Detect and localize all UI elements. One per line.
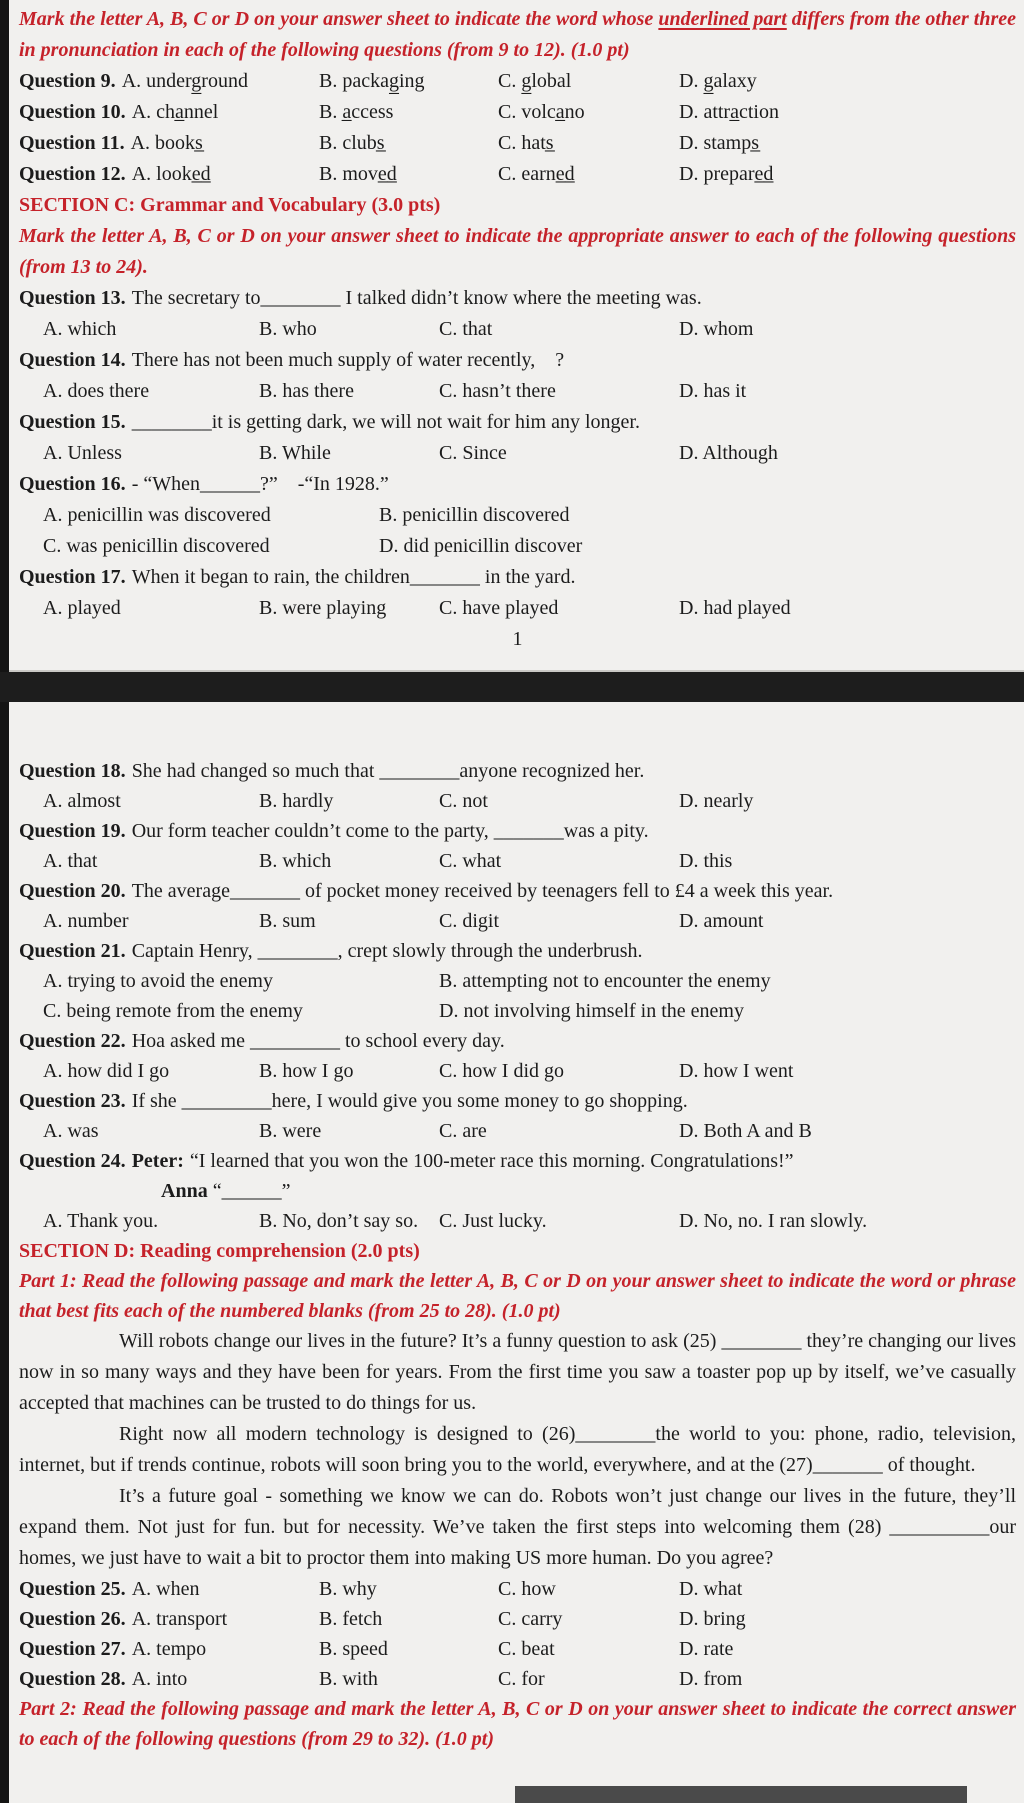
question-13-option-c: C. that xyxy=(439,318,493,340)
question-21-options-ab xyxy=(19,966,1016,996)
question-23-option-d: D. Both A and B xyxy=(679,1120,812,1142)
question-25-option-d: D. what xyxy=(679,1578,743,1600)
question-13-option-b: B. who xyxy=(259,318,317,340)
question-22-label: Question 22. xyxy=(19,1030,126,1052)
question-19-option-c: C. what xyxy=(439,850,502,872)
question-11-option-a: A. books̲ xyxy=(130,132,203,154)
question-16-option-c: C. was penicillin discovered xyxy=(43,535,270,557)
question-25-option-a: A. when xyxy=(131,1578,200,1600)
question-26-option-d: D. bring xyxy=(679,1608,746,1630)
question-21-option-c: C. being remote from the enemy xyxy=(43,1000,303,1022)
question-14-option-d: D. has it xyxy=(679,380,747,402)
question-9-option-b: B. packag̲ing xyxy=(319,70,425,92)
passage-paragraph-3: It’s a future goal - something we know we can do. Robots won’t just change our lives in the future, they’ll expand them. Not just for fun. but for necessity. We’ve taken the first steps into welcoming them (28) __________our homes, we just have to wait a bit to proctor them into making US more human. Do you agree? xyxy=(19,1485,1016,1569)
question-20-text: The average_______ of pocket money received by teenagers fell to £4 a week this year. xyxy=(131,880,834,902)
question-18-text: She had changed so much that ________anyone recognized her. xyxy=(131,760,645,782)
question-13-label: Question 13. xyxy=(19,287,126,309)
question-24-option-c: C. Just lucky. xyxy=(439,1210,547,1232)
question-13-text: The secretary to________ I talked didn’t know where the meeting was. xyxy=(131,287,702,309)
question-23-options xyxy=(19,1116,1016,1146)
question-11-option-c: C. hats̲ xyxy=(498,132,554,154)
question-16-label: Question 16. xyxy=(19,473,126,495)
question-11-option-d: D. stamps̲ xyxy=(679,132,759,154)
question-17-option-a: A. played xyxy=(43,597,121,619)
question-21-option-d: D. not involving himself in the enemy xyxy=(439,1000,744,1022)
question-18 xyxy=(19,756,1016,786)
question-9-option-d: D. g̲alaxy xyxy=(679,70,757,92)
question-27-option-c: C. beat xyxy=(498,1638,555,1660)
question-11-option-b: B. clubs̲ xyxy=(319,132,385,154)
question-9-option-a: A. underg̲round xyxy=(121,70,248,92)
exam-page-1 xyxy=(9,0,1024,672)
question-18-option-b: B. hardly xyxy=(259,790,334,812)
question-24-speaker-anna: Anna xyxy=(161,1180,208,1202)
question-14-option-a: A. does there xyxy=(43,380,150,402)
question-25-option-b: B. why xyxy=(319,1578,377,1600)
question-10-option-c: C. volca̲no xyxy=(498,101,585,123)
question-15-option-d: D. Although xyxy=(679,442,778,464)
question-12-option-a: A. looke̲d̲ xyxy=(131,163,211,185)
question-16-text: - “When______?” -“In 1928.” xyxy=(131,473,389,495)
question-24-option-a: A. Thank you. xyxy=(43,1210,159,1232)
question-16-option-a: A. penicillin was discovered xyxy=(43,504,271,526)
question-19-option-d: D. this xyxy=(679,850,733,872)
question-20-label: Question 20. xyxy=(19,880,126,902)
question-16 xyxy=(19,469,1016,500)
question-10-option-a: A. cha̲nnel xyxy=(131,101,219,123)
question-27-option-a: A. tempo xyxy=(131,1638,207,1660)
redaction-bar xyxy=(515,1786,967,1803)
question-18-option-c: C. not xyxy=(439,790,488,812)
question-24-peter-line: “I learned that you won the 100-meter race this morning. Congratulations!” xyxy=(189,1150,794,1172)
question-28-option-b: B. with xyxy=(319,1668,378,1690)
question-11-label: Question 11. xyxy=(19,132,125,154)
question-27-option-b: B. speed xyxy=(319,1638,388,1660)
question-12-label: Question 12. xyxy=(19,163,126,185)
question-16-option-b: B. penicillin discovered xyxy=(379,504,570,526)
question-12 xyxy=(19,159,1016,190)
question-17-text: When it began to rain, the children_______ in the yard. xyxy=(131,566,576,588)
question-22-text: Hoa asked me _________ to school every day. xyxy=(131,1030,505,1052)
question-27-option-d: D. rate xyxy=(679,1638,734,1660)
question-24-options xyxy=(19,1206,1016,1236)
question-15-label: Question 15. xyxy=(19,411,126,433)
instruction-pronunciation-post: differs from the other three in pronunciation in each of the following questions (from 9 to 12). (1.0 pt) xyxy=(19,8,1017,61)
question-10-label: Question 10. xyxy=(19,101,126,123)
page-divider-band xyxy=(0,672,1024,702)
question-12-option-c: C. earne̲d̲ xyxy=(498,163,575,185)
question-18-option-d: D. nearly xyxy=(679,790,754,812)
question-18-options xyxy=(19,786,1016,816)
question-13-option-d: D. whom xyxy=(679,318,754,340)
question-19-text: Our form teacher couldn’t come to the party, _______was a pity. xyxy=(131,820,649,842)
question-15-option-b: B. While xyxy=(259,442,331,464)
question-17-label: Question 17. xyxy=(19,566,126,588)
instruction-underlined-part: underlined part xyxy=(658,8,787,30)
question-12-option-b: B. move̲d̲ xyxy=(319,163,397,185)
question-17-option-b: B. were playing xyxy=(259,597,387,619)
question-22-option-d: D. how I went xyxy=(679,1060,794,1082)
question-26-option-a: A. transport xyxy=(131,1608,228,1630)
question-24-anna-blank: “______” xyxy=(212,1180,291,1202)
question-19-options xyxy=(19,846,1016,876)
question-26-option-c: C. carry xyxy=(498,1608,563,1630)
question-24-option-d: D. No, no. I ran slowly. xyxy=(679,1210,868,1232)
question-20 xyxy=(19,876,1016,906)
question-23-option-c: C. are xyxy=(439,1120,487,1142)
section-d-heading: SECTION D: Reading comprehension (2.0 pts) xyxy=(19,1240,420,1262)
question-19-label: Question 19. xyxy=(19,820,126,842)
question-17-options xyxy=(19,593,1016,624)
question-11 xyxy=(19,128,1016,159)
question-20-options xyxy=(19,906,1016,936)
question-24 xyxy=(19,1146,1016,1176)
question-22-option-a: A. how did I go xyxy=(43,1060,170,1082)
question-16-option-d: D. did penicillin discover xyxy=(379,535,583,557)
question-14-option-b: B. has there xyxy=(259,380,354,402)
question-28 xyxy=(19,1664,1016,1694)
question-25-option-c: C. how xyxy=(498,1578,556,1600)
question-28-option-d: D. from xyxy=(679,1668,743,1690)
question-26-option-b: B. fetch xyxy=(319,1608,383,1630)
question-26 xyxy=(19,1604,1016,1634)
section-c-heading: SECTION C: Grammar and Vocabulary (3.0 pts) xyxy=(19,194,441,216)
question-21-label: Question 21. xyxy=(19,940,126,962)
question-22-option-b: B. how I go xyxy=(259,1060,354,1082)
question-18-option-a: A. almost xyxy=(43,790,121,812)
question-28-option-c: C. for xyxy=(498,1668,545,1690)
question-19 xyxy=(19,816,1016,846)
question-15-option-c: C. Since xyxy=(439,442,507,464)
question-12-option-d: D. prepare̲d̲ xyxy=(679,163,774,185)
question-17 xyxy=(19,562,1016,593)
question-26-label: Question 26. xyxy=(19,1608,126,1630)
question-20-option-d: D. amount xyxy=(679,910,764,932)
question-24-option-b: B. No, don’t say so. xyxy=(259,1210,419,1232)
question-19-option-b: B. which xyxy=(259,850,332,872)
question-28-option-a: A. into xyxy=(131,1668,188,1690)
question-17-option-d: D. had played xyxy=(679,597,791,619)
question-18-label: Question 18. xyxy=(19,760,126,782)
question-14-label: Question 14. xyxy=(19,349,126,371)
question-14-text: There has not been much supply of water recently, ? xyxy=(131,349,565,371)
question-22-option-c: C. how I did go xyxy=(439,1060,564,1082)
question-27 xyxy=(19,1634,1016,1664)
question-21-text: Captain Henry, ________, crept slowly through the underbrush. xyxy=(131,940,643,962)
question-22-options xyxy=(19,1056,1016,1086)
question-16-options-cd xyxy=(19,531,1016,562)
question-23-text: If she _________here, I would give you some money to go shopping. xyxy=(131,1090,688,1112)
question-25-label: Question 25. xyxy=(19,1578,126,1600)
question-20-option-c: C. digit xyxy=(439,910,500,932)
question-13 xyxy=(19,283,1016,314)
question-23 xyxy=(19,1086,1016,1116)
question-14 xyxy=(19,345,1016,376)
question-28-label: Question 28. xyxy=(19,1668,126,1690)
question-15-option-a: A. Unless xyxy=(43,442,122,464)
question-10-option-b: B. a̲ccess xyxy=(319,101,394,123)
instruction-pronunciation xyxy=(19,4,1016,66)
question-15 xyxy=(19,407,1016,438)
question-22 xyxy=(19,1026,1016,1056)
question-21 xyxy=(19,936,1016,966)
question-23-label: Question 23. xyxy=(19,1090,126,1112)
question-24-anna-line xyxy=(19,1176,1016,1206)
question-13-option-a: A. which xyxy=(43,318,117,340)
question-10 xyxy=(19,97,1016,128)
question-19-option-a: A. that xyxy=(43,850,98,872)
question-25 xyxy=(19,1574,1016,1604)
question-23-option-a: A. was xyxy=(43,1120,99,1142)
page-number: 1 xyxy=(512,628,523,650)
question-15-options xyxy=(19,438,1016,469)
part-1-instruction: Part 1: Read the following passage and mark the letter A, B, C or D on your answer sheet to indicate the word or phrase that best fits each of the numbered blanks (from 25 to 28). (1.0 pt) xyxy=(19,1270,1016,1322)
question-21-options-cd xyxy=(19,996,1016,1026)
question-27-label: Question 27. xyxy=(19,1638,126,1660)
question-14-option-c: C. hasn’t there xyxy=(439,380,556,402)
question-15-text: ________it is getting dark, we will not wait for him any longer. xyxy=(131,411,640,433)
instruction-grammar: Mark the letter A, B, C or D on your answer sheet to indicate the appropriate answer to each of the following questions (from 13 to 24). xyxy=(19,225,1016,278)
question-24-speaker-peter: Peter: xyxy=(131,1150,184,1172)
part-2-instruction: Part 2: Read the following passage and mark the letter A, B, C or D on your answer sheet to indicate the correct answer to each of the following questions (from 29 to 32). (1.0 pt) xyxy=(19,1698,1016,1750)
question-21-option-a: A. trying to avoid the enemy xyxy=(43,970,273,992)
instruction-pronunciation-pre: Mark the letter A, B, C or D on your answer sheet to indicate the word whose xyxy=(19,8,659,30)
question-13-options xyxy=(19,314,1016,345)
question-23-option-b: B. were xyxy=(259,1120,322,1142)
question-14-options xyxy=(19,376,1016,407)
question-17-option-c: C. have played xyxy=(439,597,559,619)
exam-page-2 xyxy=(9,702,1024,1803)
question-9-option-c: C. g̲lobal xyxy=(498,70,572,92)
question-20-option-b: B. sum xyxy=(259,910,316,932)
passage-paragraph-2: Right now all modern technology is designed to (26)________the world to you: phone, radio, television, internet, but if trends continue, robots will soon bring you to the world, everywhere, and at the (27)_______ of thought. xyxy=(19,1423,1016,1476)
question-21-option-b: B. attempting not to encounter the enemy xyxy=(439,970,771,992)
question-24-label: Question 24. xyxy=(19,1150,126,1172)
question-10-option-d: D. attra̲ction xyxy=(679,101,779,123)
question-9-label: Question 9. xyxy=(19,70,116,92)
question-16-options-ab xyxy=(19,500,1016,531)
question-9 xyxy=(19,66,1016,97)
passage-paragraph-1: Will robots change our lives in the future? It’s a funny question to ask (25) ________ they’re changing our lives now in so many ways and they have been for years. From the first time you saw a toaster pop up by itself, we’ve casually accepted that machines can be trusted to do things for us. xyxy=(19,1330,1016,1414)
question-20-option-a: A. number xyxy=(43,910,129,932)
